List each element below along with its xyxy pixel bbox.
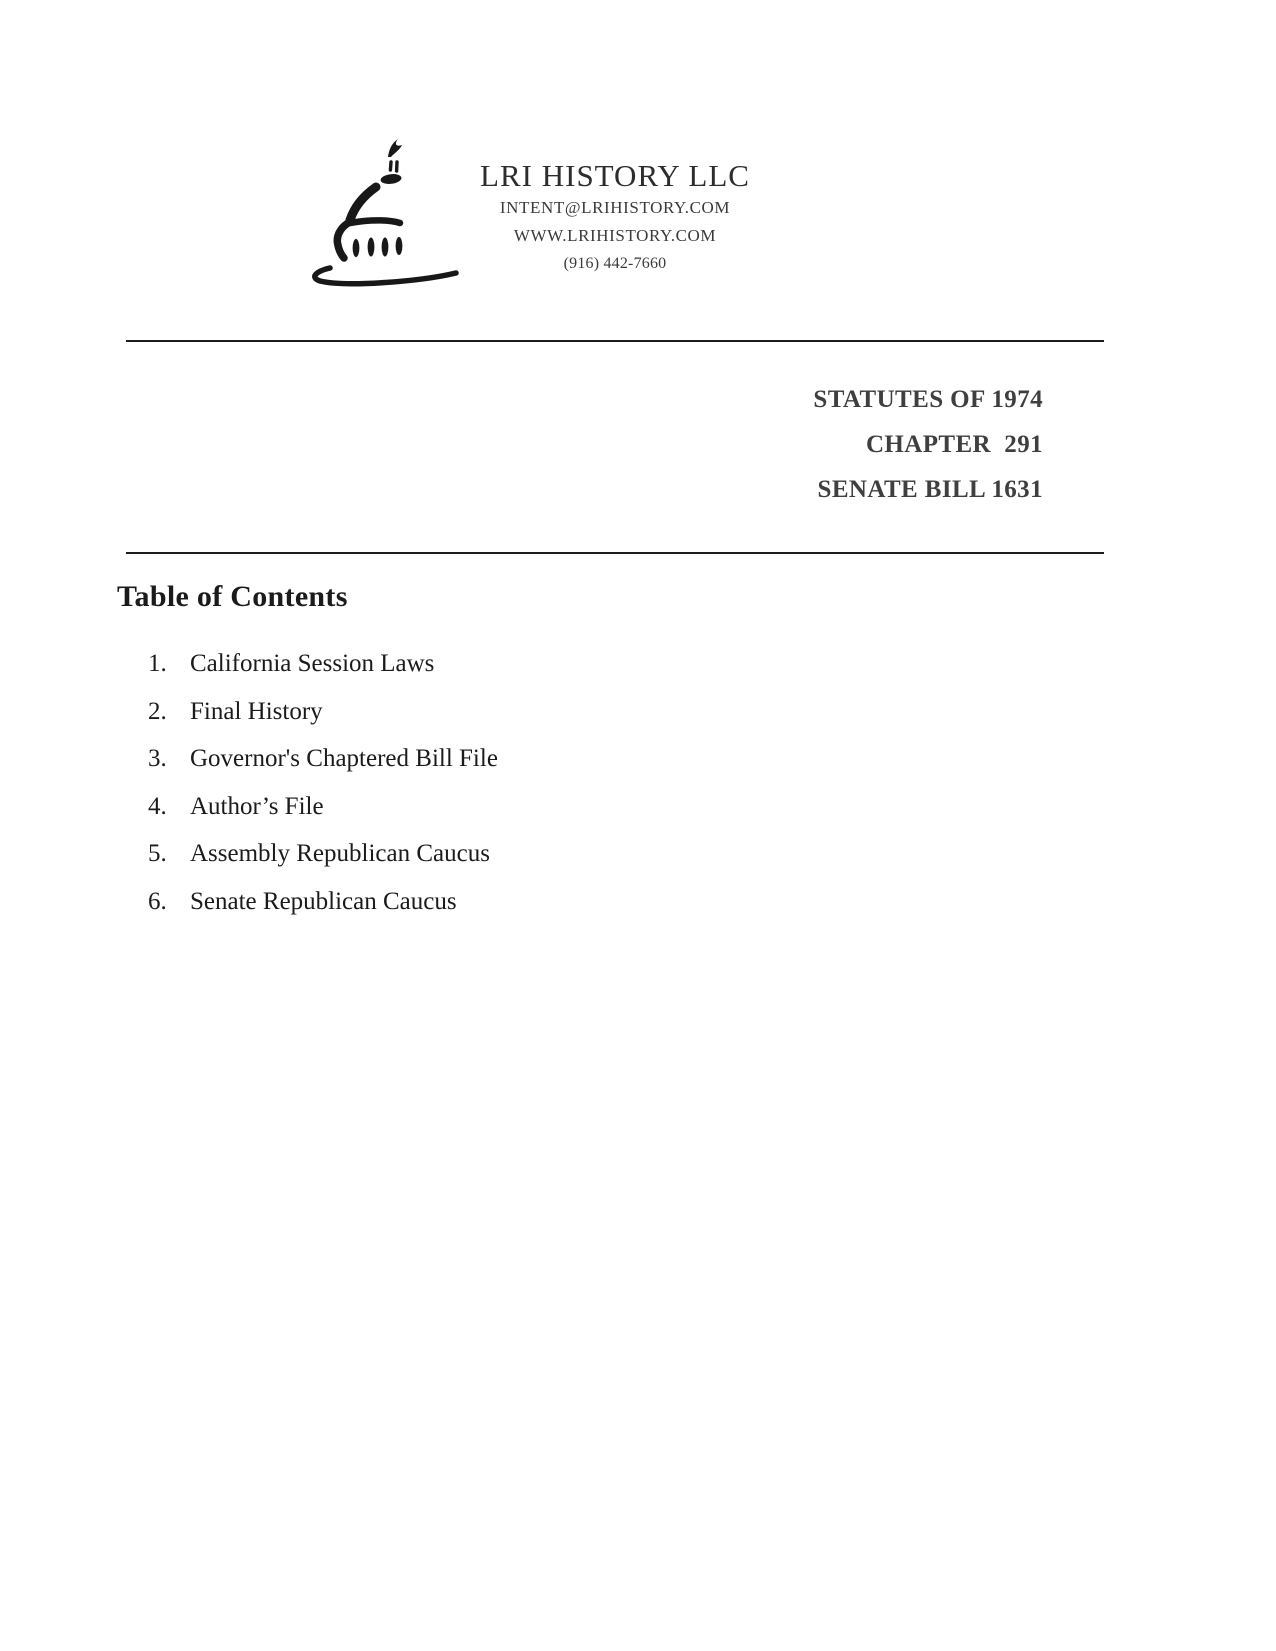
reference-senate-bill: SENATE BILL 1631	[817, 476, 1043, 503]
horizontal-rule-top	[126, 340, 1104, 342]
company-website: WWW.LRIHISTORY.COM	[513, 226, 717, 245]
reference-statutes: STATUTES OF 1974	[813, 386, 1043, 413]
toc-item-label: Author’s File	[190, 792, 324, 820]
toc-item-number: 3.	[148, 745, 167, 773]
toc-item	[148, 888, 848, 936]
toc-title: Table of Contents	[117, 580, 348, 613]
company-logo	[293, 124, 473, 296]
toc-item	[148, 698, 848, 746]
reference-chapter: CHAPTER 291	[865, 431, 1043, 458]
toc-item	[148, 650, 848, 698]
toc-item	[148, 745, 848, 793]
toc-list	[148, 650, 848, 936]
toc-item-number: 2.	[148, 697, 167, 725]
toc-item-label: California Session Laws	[190, 650, 435, 677]
toc-item-number: 6.	[148, 887, 167, 915]
company-name: LRI HISTORY LLC	[480, 158, 750, 193]
toc-item-number: 4.	[148, 792, 167, 820]
toc-item	[148, 840, 848, 888]
toc-item-number: 5.	[148, 840, 167, 868]
company-phone: (916) 442-7660	[563, 255, 667, 272]
horizontal-rule-bottom	[126, 552, 1104, 554]
letterhead	[455, 158, 775, 278]
company-email: INTENT@LRIHISTORY.COM	[499, 198, 731, 217]
toc-item-label: Assembly Republican Caucus	[190, 840, 490, 868]
toc-item-label: Senate Republican Caucus	[190, 887, 457, 915]
statute-reference	[813, 377, 1043, 512]
toc-item	[148, 793, 848, 841]
toc-item-label: Final History	[190, 697, 323, 725]
capitol-dome-icon	[293, 124, 473, 296]
toc-item-label: Governor's Chaptered Bill File	[190, 745, 498, 773]
toc-item-number: 1.	[148, 650, 167, 677]
